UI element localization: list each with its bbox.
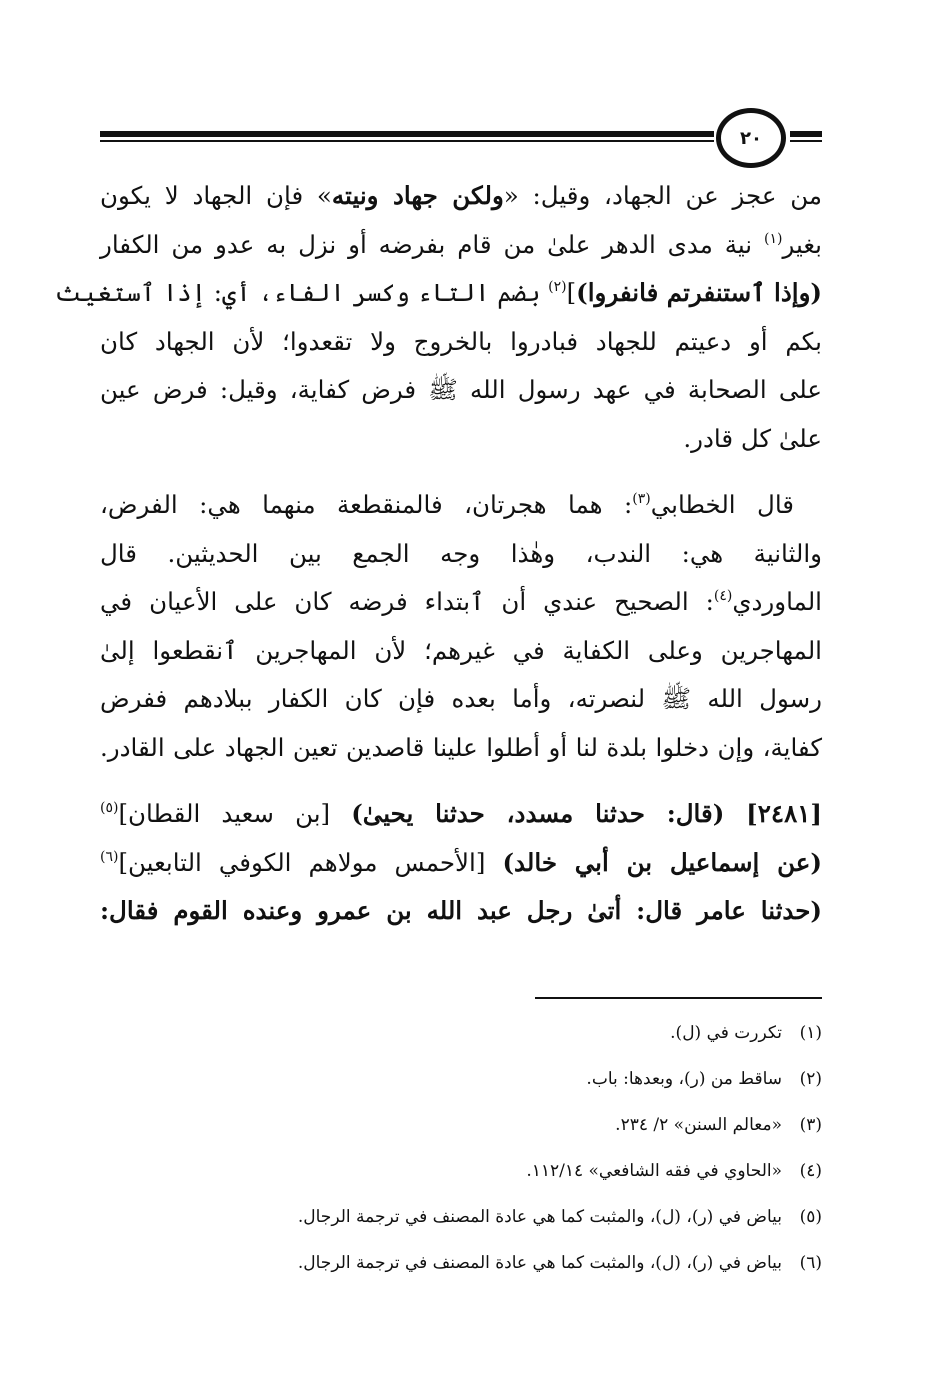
footnote-text: «الحاوي في فقه الشافعي» ١١٢/١٤. (526, 1161, 782, 1181)
header-rule-thick (100, 131, 714, 137)
footnote-ref: (١) (763, 230, 783, 247)
footnote-item (100, 1240, 822, 1286)
hadith-quote: ولكن جهاد ونيته (331, 181, 504, 210)
footnote-text: ساقط من (ر)، وبعدها: باب. (586, 1069, 782, 1089)
text-line: على الصحابة في عهد رسول الله ﷺ فرض كفاية، وقيل: فرض عين (100, 375, 822, 404)
footnote-separator (535, 997, 822, 999)
page-number: ٢٠ (740, 127, 762, 149)
footnote-item (100, 1102, 822, 1148)
text-line: بكم أو دعيتم للجهاد فبادروا بالخروج ولا تقعدوا؛ لأن الجهاد كان (100, 326, 822, 356)
footnote-ref: (٦) (100, 848, 119, 865)
text-line: المهاجرين وعلى الكفاية في غيرهم؛ لأن المهاجرين ٱنقطعوا إلىٰ (100, 635, 822, 665)
footnote-text: «معالم السنن» ٢/ ٢٣٤. (615, 1115, 782, 1135)
footnote-number: (٤) (799, 1161, 822, 1181)
page-number-badge (716, 108, 786, 168)
text-line: قال الخطابي$^{(٣)}$: هما هجرتان، فالمنقطعة منهما هي: الفرض، (100, 490, 795, 519)
footnote-text: بياض في (ر)، (ل)، والمثبت كما هي عادة المصنف في ترجمة الرجال. (297, 1253, 782, 1273)
page-header (100, 118, 822, 166)
footnote-ref: (٣) (632, 491, 651, 507)
paragraph-1 (54, 172, 822, 463)
text-line: علىٰ كل قادر. (683, 423, 822, 453)
paragraph-3 (100, 790, 822, 936)
footnote-item (100, 1148, 822, 1194)
text-line: بغير$^{(١)}$ نية مدى الدهر علىٰ من قام بفرضه أو نزل به عدو من الكفار (100, 229, 822, 259)
footnote-number: (٢) (799, 1069, 822, 1089)
footnote-number: (١) (799, 1023, 822, 1043)
footnote-ref: (٤) (713, 588, 733, 604)
footnote-item (100, 1056, 822, 1102)
hadith-chain: [٢٤٨١] (قال: حدثنا مسدد، حدثنا يحيىٰ) (351, 799, 822, 828)
hadith-quote: (وإذا ٱستنفرتم فانفروا) (576, 278, 822, 307)
hadith-chain: (عن إسماعيل بن أبي خالد) (502, 847, 822, 877)
header-rule-thin (100, 140, 714, 142)
text-line: كفاية، وإن دخلوا بلدة لنا أو أطلوا علينا قاصدين تعين الجهاد على القادر. (100, 732, 822, 762)
footnote-ref: (٢) (548, 279, 567, 295)
main-text (54, 172, 822, 936)
footnote-number: (٣) (799, 1115, 822, 1135)
header-rule-right (790, 131, 822, 145)
footnote-number: (٦) (799, 1253, 822, 1273)
footnote-item (100, 1194, 822, 1240)
hadith-chain: (حدثنا عامر قال: أتىٰ رجل عبد الله بن عمرو وعنده القوم فقال: (100, 896, 822, 925)
footnote-ref: (٥) (100, 800, 119, 816)
text-line: رسول الله ﷺ لنصرته، وأما بعده فإن كان الكفار ببلادهم ففرض (100, 684, 822, 713)
footnote-item (100, 1010, 822, 1056)
footnote-text: تكررت في (ل). (670, 1023, 782, 1043)
paragraph-2 (100, 481, 822, 772)
text-line: والثانية هي: الندب، وهٰذا وجه الجمع بين الحديثين. قال (100, 538, 822, 568)
footnotes (100, 1010, 822, 1286)
footnote-number: (٥) (799, 1207, 822, 1227)
text-line: [٢٤٨١] (قال: حدثنا مسدد، حدثنا يحيىٰ) [بن سعيد القطان]$^{(٥)}$ (100, 799, 822, 828)
text-line: (وإذا ٱستنفرتم فانفروا)]$^{(٢)}$ بضم التاء وكسر الفاء، أي: إذا ٱستغيث (54, 278, 822, 307)
header-rule-left (100, 131, 714, 145)
text-line: من عجز عن الجهاد، وقيل: «ولكن جهاد ونيته» فإن الجهاد لا يكون (100, 181, 822, 210)
text-line: الماوردي$^{(٤)}$: الصحيح عندي أن ٱبتداء فرضه كان على الأعيان في (100, 587, 822, 616)
footnote-text: بياض في (ر)، (ل)، والمثبت كما هي عادة المصنف في ترجمة الرجال. (297, 1207, 782, 1227)
text-line: (عن إسماعيل بن أبي خالد) [الأحمس مولاهم الكوفي التابعين]$^{(٦)}$ (100, 847, 822, 877)
